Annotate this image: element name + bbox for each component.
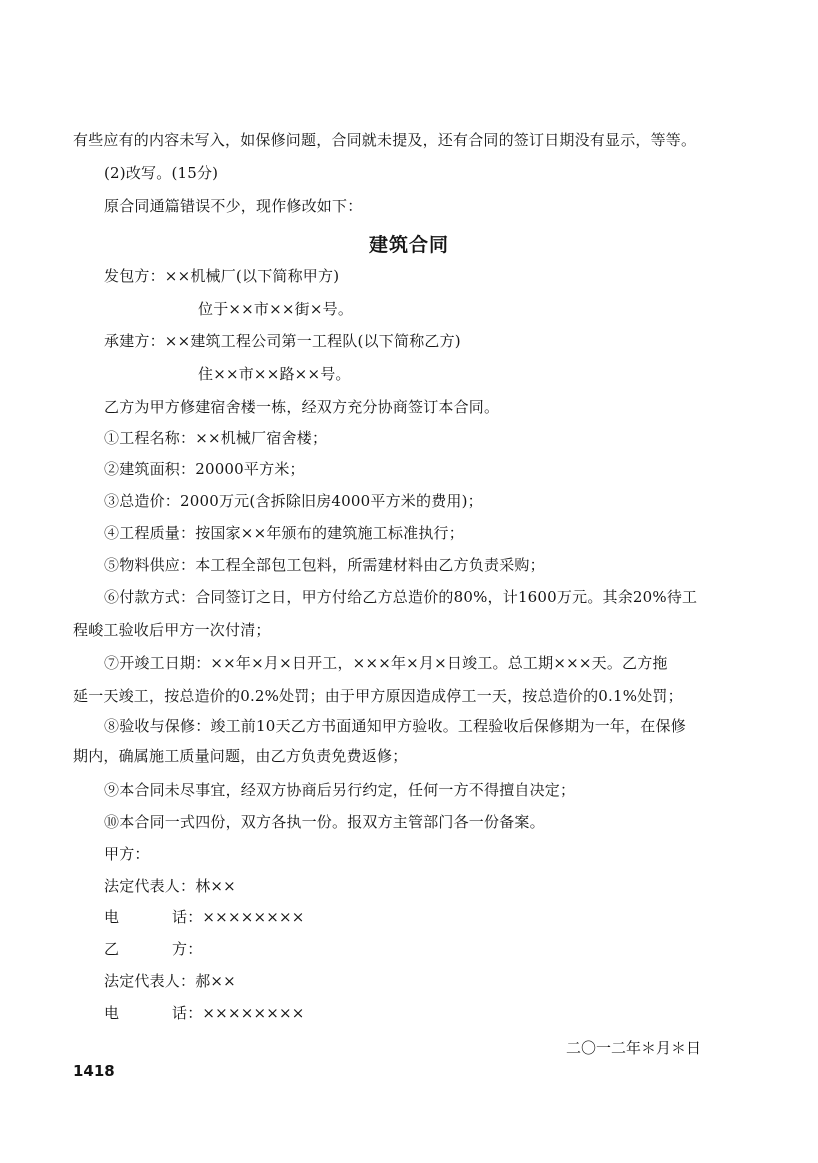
party-a-telephone xyxy=(104,907,305,927)
intro-line-1: 有些应有的内容未写入，如保修问题，合同就未提及，还有合同的签订日期没有显示，等等。 xyxy=(73,131,697,149)
page-number: 1418 xyxy=(73,1062,115,1080)
clause-6-line-2: 程峻工验收后甲方一次付清； xyxy=(73,621,271,639)
party-a-label: 甲方： xyxy=(104,845,150,863)
intro-line-3: 原合同通篇错误不少，现作修改如下： xyxy=(104,197,363,215)
clause-7-line-1: ⑦开竣工日期：××年×月×日开工，×××年×月×日竣工。总工期×××天。乙方拖 xyxy=(104,654,668,672)
party-b-telephone xyxy=(104,1003,305,1023)
clause-2: ②建筑面积：20000平方米； xyxy=(104,460,305,478)
contractor-line: 承建方：××建筑工程公司第一工程队(以下简称乙方) xyxy=(104,332,461,350)
clause-4: ④工程质量：按国家××年颁布的建筑施工标准执行； xyxy=(104,524,464,542)
clause-8-line-2: 期内，确属施工质量问题，由乙方负责免费返修； xyxy=(73,747,408,765)
tel-label-char-1b: 电 xyxy=(104,1004,120,1022)
clause-9: ⑨本合同未尽事宜，经双方协商后另行约定，任何一方不得擅自决定； xyxy=(104,781,576,799)
contract-date: 二〇一二年＊月＊日 xyxy=(566,1039,702,1057)
clause-1: ①工程名称：××机械厂宿舍楼； xyxy=(104,429,328,447)
clause-5: ⑤物料供应：本工程全部包工包料，所需建材料由乙方负责采购； xyxy=(104,556,545,574)
employer-address: 位于××市××街×号。 xyxy=(198,300,354,318)
intro-line-2: (2)改写。(15分) xyxy=(104,164,219,182)
tel-label-char-2: 话： xyxy=(172,908,203,926)
clause-3: ③总造价：2000万元(含拆除旧房4000平方米的费用)； xyxy=(104,492,483,510)
contractor-address: 住××市××路××号。 xyxy=(198,365,351,383)
tel-label-char-2b: 话： xyxy=(172,1004,203,1022)
tel-label-char-1: 电 xyxy=(104,908,120,926)
contract-preamble: 乙方为甲方修建宿舍楼一栋，经双方充分协商签订本合同。 xyxy=(104,398,500,416)
party-b-char-1: 乙 xyxy=(104,940,120,958)
contract-title: 建筑合同 xyxy=(368,234,449,256)
clause-10: ⑩本合同一式四份，双方各执一份。报双方主管部门各一份备案。 xyxy=(104,813,545,831)
party-b-representative: 法定代表人：郝×× xyxy=(104,972,236,990)
tel-a-value: ×××××××× xyxy=(202,908,305,926)
clause-7-line-2: 延一天竣工，按总造价的0.2%处罚；由于甲方原因造成停工一天，按总造价的0.1%处罚； xyxy=(73,687,683,705)
employer-line: 发包方：××机械厂(以下简称甲方) xyxy=(104,267,340,285)
party-b-label xyxy=(104,939,202,959)
party-b-char-2: 方： xyxy=(172,940,203,958)
party-a-representative: 法定代表人：林×× xyxy=(104,877,236,895)
clause-6-line-1: ⑥付款方式：合同签订之日，甲方付给乙方总造价的80%，计1600万元。其余20%待工 xyxy=(104,588,698,606)
tel-b-value: ×××××××× xyxy=(202,1004,305,1022)
clause-8-line-1: ⑧验收与保修：竣工前10天乙方书面通知甲方验收。工程验收后保修期为一年，在保修 xyxy=(104,717,686,735)
